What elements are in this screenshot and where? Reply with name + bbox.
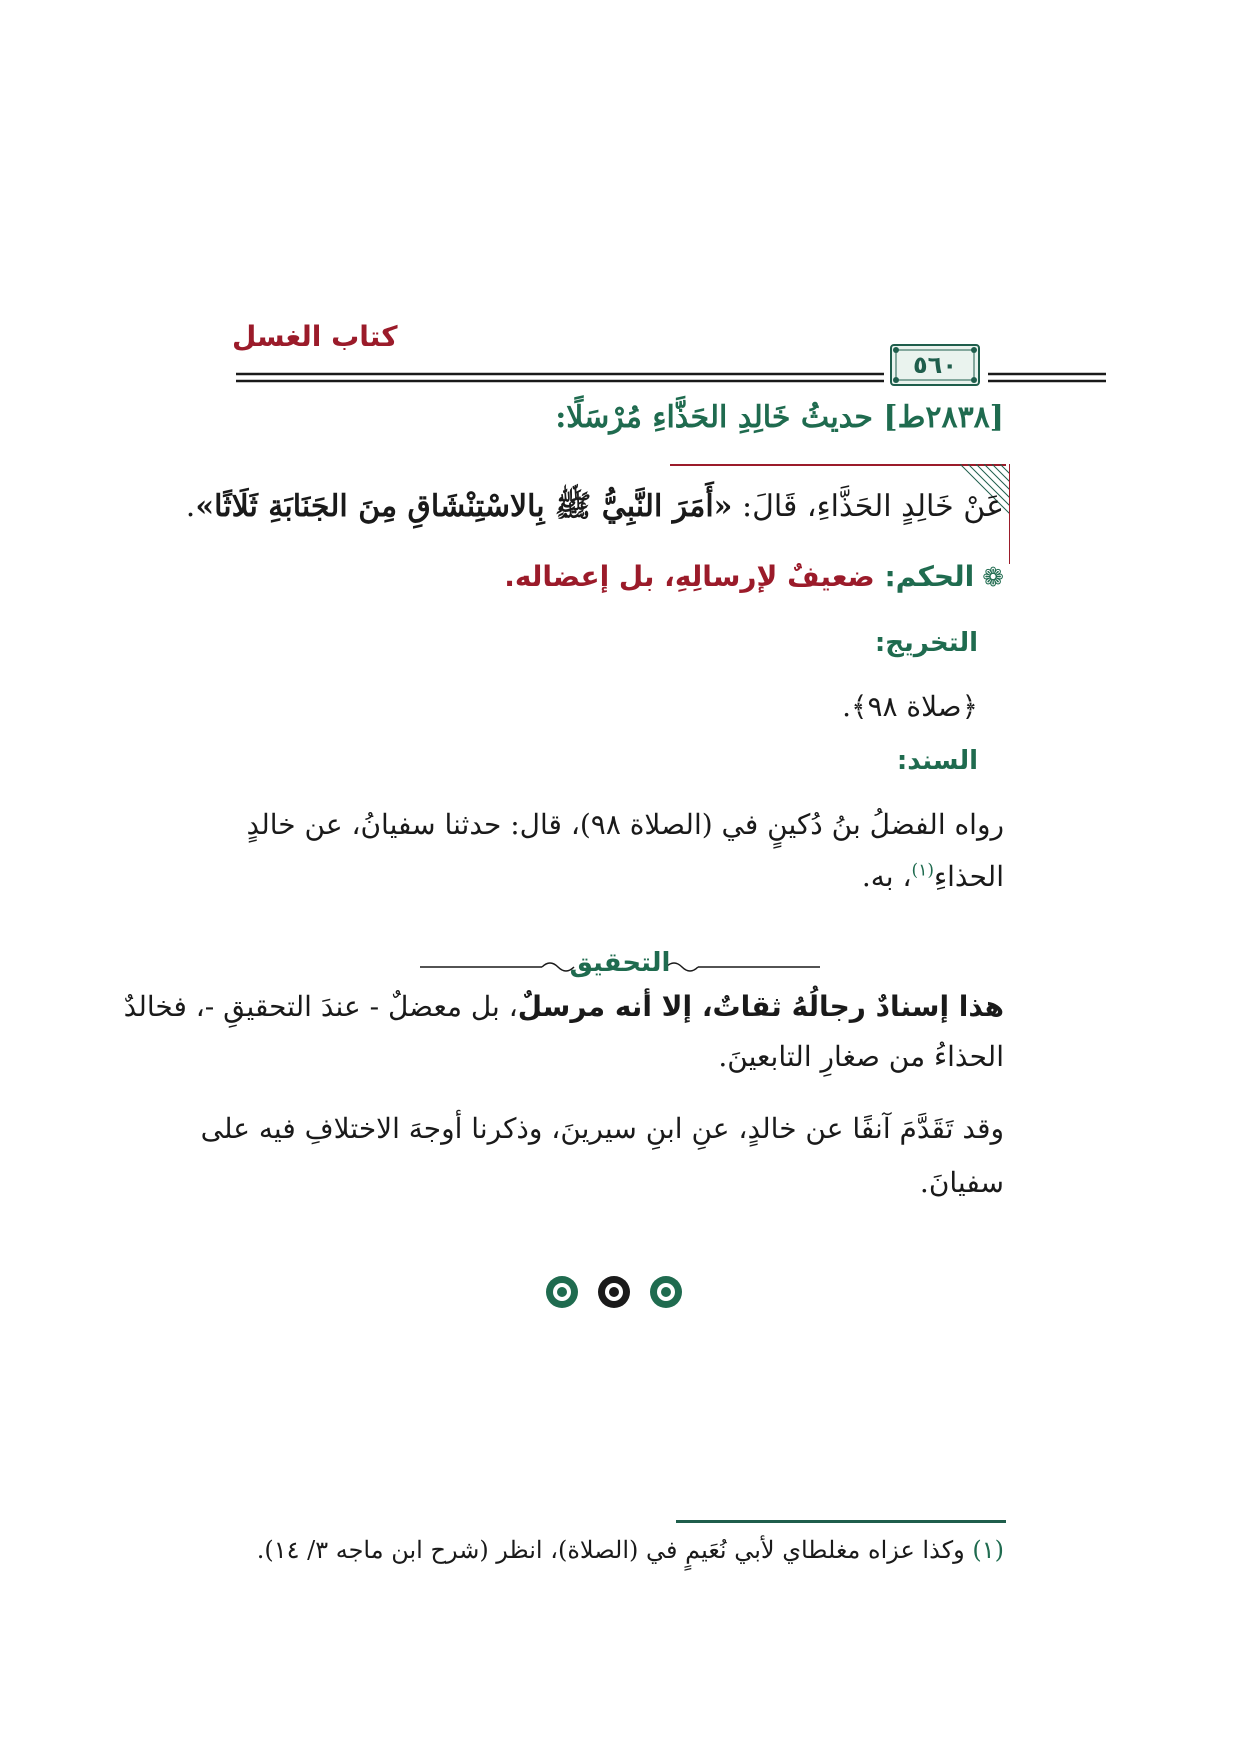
ruling: [504, 560, 1004, 593]
hadith-matn: [186, 488, 1004, 531]
ruling-label: الحكم:: [884, 560, 975, 593]
takhrij-reference: ﴿صلاة ٩٨﴾.: [842, 690, 978, 723]
tahqiq-paragraph-2-line-2: سفيانَ.: [919, 1166, 1004, 1199]
hadith-heading: [٢٨٣٨ط] حديثُ خَالِدِ الحَذَّاءِ مُرْسَلًا:: [555, 400, 1004, 435]
matn-lead: عَنْ خَالِدٍ الحَذَّاءِ، قَالَ:: [732, 489, 1004, 524]
flower-ornament-icon: ❁: [982, 563, 1004, 593]
takhrij-label: التخريج:: [874, 628, 978, 658]
book-title: كتاب الغسل: [232, 320, 398, 353]
footnote-rule: [676, 1520, 1006, 1523]
tahqiq-title: التحقيق: [569, 948, 671, 978]
sanad-line-2: [862, 860, 1004, 893]
ruling-value: ضعيفٌ لإرسالِهِ، بل إعضاله.: [504, 560, 875, 593]
footnote-text: وكذا عزاه مغلطاي لأبي نُعَيمٍ في (الصلاة)، انظر (شرح ابن ماجه ٣/ ١٤).: [256, 1536, 965, 1564]
footnote-number: (١): [972, 1536, 1004, 1564]
tahqiq-paragraph-2-line-1: وقد تَقَدَّمَ آنفًا عن خالدٍ، عنِ ابنِ سيرينَ، وذكرنا أوجهَ الاختلافِ فيه على: [200, 1112, 1004, 1145]
sanad-end: ، به.: [861, 860, 912, 893]
tahqiq-verdict-rest: ، بل معضلٌ - عندَ التحقيقِ -، فخالدٌ: [123, 990, 518, 1023]
end-ornament-icon: [534, 1270, 694, 1314]
tahqiq-paragraph-1-line-2: الحذاءُ من صغارِ التابعينَ.: [718, 1040, 1004, 1073]
footnote: [257, 1536, 1004, 1564]
page-number: ٥٦٠: [913, 351, 957, 379]
matn-end: .: [185, 489, 196, 524]
tahqiq-verdict: هذا إسنادٌ رجالُهُ ثقاتٌ، إلا أنه مرسلٌ: [517, 990, 1004, 1023]
matn-quote: «أَمَرَ النَّبِيُّ ﷺ بِالاسْتِنْشَاقِ مِنَ الجَنَابَةِ ثَلَاثًا»: [195, 489, 733, 524]
footnote-marker: (١): [911, 860, 934, 881]
tahqiq-paragraph-1-line-1: [124, 990, 1004, 1023]
sanad-narrator: الحذاءِ: [933, 860, 1004, 893]
sanad-line-1: رواه الفضلُ بنُ دُكينٍ في (الصلاة ٩٨)، قال: حدثنا سفيانُ، عن خالدٍ: [246, 808, 1004, 841]
sanad-label: السند:: [896, 746, 978, 776]
